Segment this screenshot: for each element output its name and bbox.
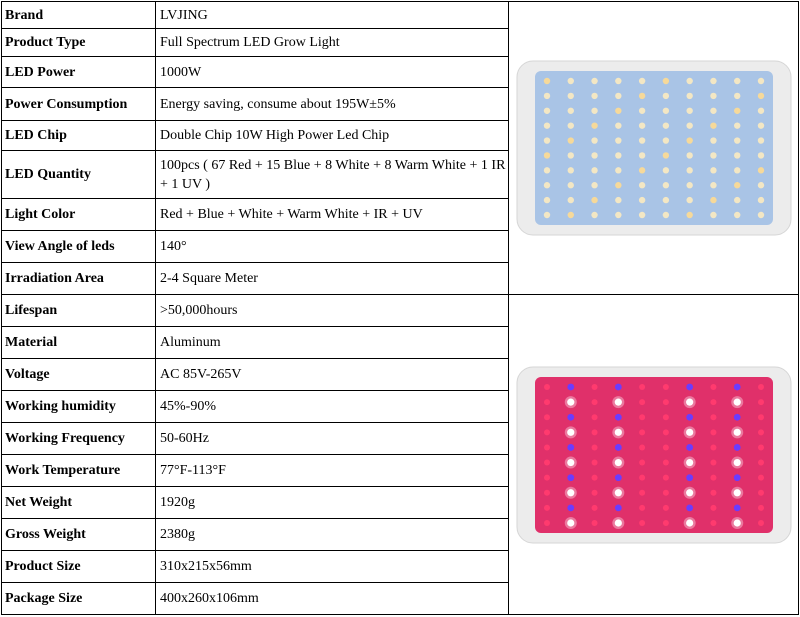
led-chip (639, 489, 645, 495)
spec-value: 2-4 Square Meter (156, 263, 509, 295)
led-chip (734, 152, 740, 158)
led-chip (733, 474, 740, 481)
led-chip (758, 474, 764, 480)
led-chip (710, 399, 716, 405)
led-glow (683, 456, 695, 468)
led-chip (662, 429, 668, 435)
led-chip (591, 167, 597, 173)
led-chip (757, 108, 763, 114)
led-chip (710, 444, 716, 450)
led-chip (567, 383, 574, 390)
led-glow (731, 486, 743, 498)
led-chip (591, 429, 597, 435)
led-chip (710, 474, 716, 480)
led-chip (614, 383, 621, 390)
led-glow (683, 396, 695, 408)
led-panel-off-image (513, 57, 795, 239)
spec-label: Product Type (2, 29, 156, 57)
led-chip (686, 197, 692, 203)
led-chip (686, 167, 692, 173)
led-chip (710, 122, 716, 128)
led-chip (614, 474, 621, 481)
led-glow (731, 396, 743, 408)
led-chip (591, 152, 597, 158)
led-chip (543, 182, 549, 188)
led-chip (662, 78, 668, 84)
spec-label: View Angle of leds (2, 231, 156, 263)
led-chip (591, 504, 597, 510)
led-chip (686, 152, 692, 158)
led-chip (757, 212, 763, 218)
led-chip (638, 167, 644, 173)
led-chip (615, 197, 621, 203)
led-chip (710, 212, 716, 218)
led-chip (567, 152, 573, 158)
led-chip (734, 182, 740, 188)
led-chip (734, 137, 740, 143)
product-image-off-cell (509, 2, 799, 295)
led-chip (710, 93, 716, 99)
spec-value: 140° (156, 231, 509, 263)
led-chip (757, 152, 763, 158)
led-chip (710, 520, 716, 526)
led-chip (615, 212, 621, 218)
led-chip (591, 399, 597, 405)
led-chip (591, 182, 597, 188)
spec-value: 50-60Hz (156, 423, 509, 455)
spec-value: Energy saving, consume about 195W±5% (156, 88, 509, 121)
led-chip (662, 459, 668, 465)
led-chip (686, 413, 693, 420)
led-chip (639, 474, 645, 480)
led-chip (757, 197, 763, 203)
led-chip (710, 137, 716, 143)
led-chip (543, 212, 549, 218)
led-chip (614, 413, 621, 420)
led-chip (567, 108, 573, 114)
led-chip (639, 429, 645, 435)
led-chip (710, 414, 716, 420)
led-chip (543, 152, 549, 158)
spec-value: Full Spectrum LED Grow Light (156, 29, 509, 57)
led-chip (615, 108, 621, 114)
led-chip (614, 444, 621, 451)
spec-value: Red + Blue + White + Warm White + IR + UV (156, 199, 509, 231)
led-chip (686, 108, 692, 114)
led-chip (639, 459, 645, 465)
led-chip (686, 383, 693, 390)
led-chip (544, 489, 550, 495)
led-chip (686, 93, 692, 99)
led-chip (567, 444, 574, 451)
led-chip (758, 520, 764, 526)
led-chip (686, 122, 692, 128)
led-chip (662, 122, 668, 128)
spec-value: 1000W (156, 57, 509, 88)
led-chip (734, 122, 740, 128)
led-chip (734, 78, 740, 84)
led-chip (733, 504, 740, 511)
led-chip (733, 413, 740, 420)
spec-label: LED Chip (2, 121, 156, 151)
led-chip (591, 489, 597, 495)
led-chip (567, 78, 573, 84)
led-chip (615, 167, 621, 173)
led-chip (662, 152, 668, 158)
led-chip (543, 197, 549, 203)
led-chip (591, 197, 597, 203)
led-glow (612, 426, 624, 438)
led-chip (662, 182, 668, 188)
spec-label: Package Size (2, 583, 156, 615)
led-chip (567, 504, 574, 511)
led-chip (686, 137, 692, 143)
spec-label: Working humidity (2, 391, 156, 423)
led-chip (639, 399, 645, 405)
led-chip (615, 137, 621, 143)
led-chip (544, 414, 550, 420)
led-chip (591, 520, 597, 526)
led-chip (733, 444, 740, 451)
led-chip (710, 152, 716, 158)
led-chip (591, 474, 597, 480)
led-chip (758, 504, 764, 510)
led-chip (544, 399, 550, 405)
led-chip (567, 197, 573, 203)
led-glow (731, 517, 743, 529)
led-chip (686, 474, 693, 481)
led-chip (615, 93, 621, 99)
led-chip (567, 93, 573, 99)
led-chip (686, 182, 692, 188)
led-chip (639, 384, 645, 390)
led-chip (662, 212, 668, 218)
led-chip (638, 78, 644, 84)
led-chip (543, 167, 549, 173)
led-chip (757, 167, 763, 173)
spec-table (1, 1, 799, 615)
led-chip (758, 429, 764, 435)
led-chip (591, 78, 597, 84)
spec-label: Work Temperature (2, 455, 156, 487)
led-chip (544, 384, 550, 390)
led-glow (564, 486, 576, 498)
led-chip (662, 489, 668, 495)
led-chip (638, 137, 644, 143)
led-chip (734, 197, 740, 203)
led-chip (567, 413, 574, 420)
led-chip (662, 414, 668, 420)
spec-label: Brand (2, 2, 156, 29)
led-chip (638, 212, 644, 218)
led-chip (662, 474, 668, 480)
led-chip (544, 520, 550, 526)
led-chip (758, 459, 764, 465)
led-chip (710, 167, 716, 173)
led-chip (710, 78, 716, 84)
led-chip (710, 504, 716, 510)
led-chip (757, 182, 763, 188)
led-chip (662, 444, 668, 450)
led-chip (543, 93, 549, 99)
led-glow (683, 517, 695, 529)
led-chip (662, 167, 668, 173)
spec-label: Lifespan (2, 295, 156, 327)
led-chip (758, 399, 764, 405)
led-chip (567, 137, 573, 143)
spec-value: 2380g (156, 519, 509, 551)
led-chip (543, 108, 549, 114)
led-chip (639, 444, 645, 450)
led-chip (757, 93, 763, 99)
led-glow (731, 456, 743, 468)
spec-label: Gross Weight (2, 519, 156, 551)
spec-label: Working Frequency (2, 423, 156, 455)
led-chip (734, 212, 740, 218)
led-chip (686, 78, 692, 84)
led-glow (683, 426, 695, 438)
led-chip (662, 108, 668, 114)
led-chip (710, 108, 716, 114)
led-chip (638, 108, 644, 114)
spec-label: LED Power (2, 57, 156, 88)
spec-value: 45%-90% (156, 391, 509, 423)
led-chip (544, 474, 550, 480)
led-chip (662, 504, 668, 510)
led-chip (638, 93, 644, 99)
led-chip (591, 414, 597, 420)
led-chip (639, 504, 645, 510)
led-glow (564, 426, 576, 438)
led-glow (612, 456, 624, 468)
spec-value: Double Chip 10W High Power Led Chip (156, 121, 509, 151)
led-chip (591, 137, 597, 143)
led-chip (662, 384, 668, 390)
led-chip (567, 167, 573, 173)
led-glow (683, 486, 695, 498)
spec-label: Light Color (2, 199, 156, 231)
led-chip (662, 399, 668, 405)
led-glow (564, 396, 576, 408)
led-chip (662, 197, 668, 203)
led-chip (544, 504, 550, 510)
led-chip (615, 78, 621, 84)
led-chip (543, 137, 549, 143)
led-glow (731, 426, 743, 438)
led-chip (734, 93, 740, 99)
led-chip (567, 122, 573, 128)
led-chip (710, 489, 716, 495)
product-image-on-cell (509, 295, 799, 615)
led-chip (544, 444, 550, 450)
led-chip (614, 504, 621, 511)
spec-label: Voltage (2, 359, 156, 391)
led-chip (758, 489, 764, 495)
led-chip (758, 444, 764, 450)
led-chip (686, 444, 693, 451)
spec-label: Material (2, 327, 156, 359)
led-glow (612, 396, 624, 408)
led-chip (662, 137, 668, 143)
spec-label: Product Size (2, 551, 156, 583)
led-chip (591, 93, 597, 99)
led-chip (543, 122, 549, 128)
led-chip (710, 384, 716, 390)
led-chip (639, 414, 645, 420)
led-chip (757, 137, 763, 143)
led-chip (567, 474, 574, 481)
spec-label: LED Quantity (2, 151, 156, 199)
led-chip (710, 429, 716, 435)
led-chip (710, 182, 716, 188)
led-glow (564, 456, 576, 468)
led-glow (612, 517, 624, 529)
led-chip (758, 384, 764, 390)
led-chip (567, 182, 573, 188)
led-chip (639, 520, 645, 526)
spec-value: AC 85V-265V (156, 359, 509, 391)
led-chip (615, 122, 621, 128)
led-chip (591, 384, 597, 390)
led-glow (612, 486, 624, 498)
spec-value: LVJING (156, 2, 509, 29)
led-chip (615, 152, 621, 158)
spec-label: Irradiation Area (2, 263, 156, 295)
spec-value: >50,000hours (156, 295, 509, 327)
led-chip (734, 167, 740, 173)
led-chip (638, 182, 644, 188)
spec-value: 310x215x56mm (156, 551, 509, 583)
led-chip (543, 78, 549, 84)
spec-value: Aluminum (156, 327, 509, 359)
led-chip (710, 197, 716, 203)
led-chip (686, 504, 693, 511)
led-chip (615, 182, 621, 188)
led-chip (544, 429, 550, 435)
led-chip (591, 459, 597, 465)
spec-label: Net Weight (2, 487, 156, 519)
led-chip (544, 459, 550, 465)
led-chip (710, 459, 716, 465)
led-chip (591, 444, 597, 450)
led-panel-on-image (513, 363, 795, 547)
led-chip (638, 152, 644, 158)
led-chip (638, 122, 644, 128)
led-chip (686, 212, 692, 218)
led-chip (591, 108, 597, 114)
led-chip (757, 122, 763, 128)
led-chip (662, 520, 668, 526)
led-glow (564, 517, 576, 529)
led-chip (638, 197, 644, 203)
table-row (2, 2, 799, 29)
led-chip (733, 383, 740, 390)
spec-value: 400x260x106mm (156, 583, 509, 615)
led-chip (591, 212, 597, 218)
led-chip (591, 122, 597, 128)
led-chip (567, 212, 573, 218)
spec-value: 100pcs ( 67 Red + 15 Blue + 8 White + 8 Warm White + 1 IR + 1 UV ) (156, 151, 509, 199)
led-chip (734, 108, 740, 114)
spec-value: 77°F-113°F (156, 455, 509, 487)
spec-value: 1920g (156, 487, 509, 519)
led-chip (758, 414, 764, 420)
spec-label: Power Consumption (2, 88, 156, 121)
table-row (2, 295, 799, 327)
led-chip (757, 78, 763, 84)
led-chip (662, 93, 668, 99)
